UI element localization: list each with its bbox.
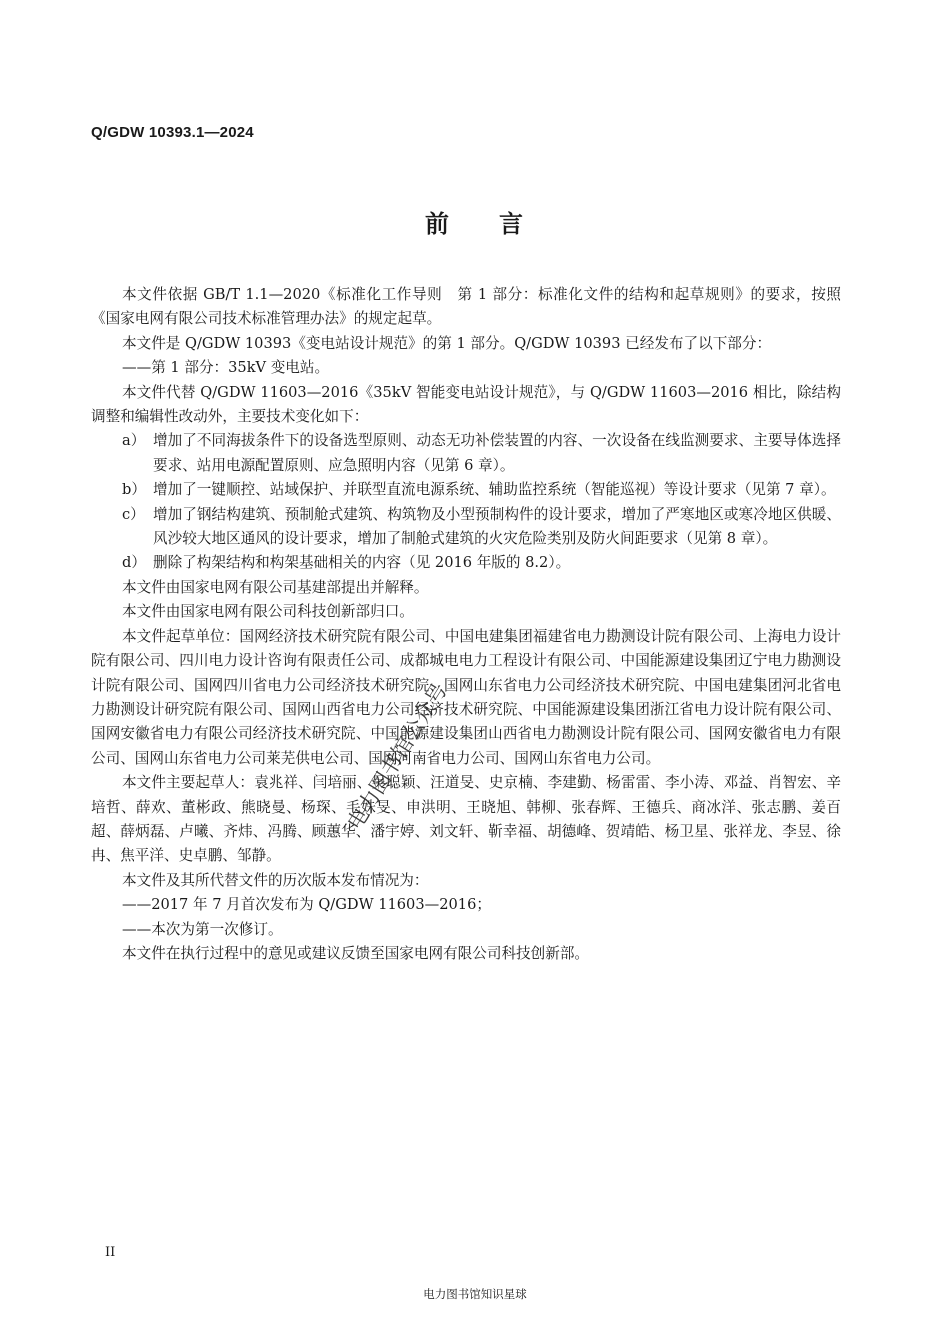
paragraph-drafting-units: 本文件起草单位：国网经济技术研究院有限公司、中国电建集团福建省电力勘测设计院有限公司、上海电力设计院有限公司、四川电力设计咨询有限责任公司、成都城电电力工程设计有限公司、中国能源建设集团辽宁电力勘测设计院有限公司、国网四川省电力公司经济技术研究院、国网山东省电力公司经济技术研究院、中国电建集团河北省电力勘测设计研究院有限公司、国网山西省电力公司经济技术研究院、中国能源建设集团浙江省电力设计院有限公司、国网安徽省电力有限公司经济技术研究院、中国能源建设集团山西省电力勘测设计院有限公司、国网安徽省电力有限公司、国网山东省电力公司莱芜供电公司、国网河南省电力公司、国网山东省电力公司。 [91, 627, 841, 767]
list-item-text: 增加了钢结构建筑、预制舱式建筑、构筑物及小型预制构件的设计要求，增加了严寒地区或寒冷地区供暖、风沙较大地区通风的设计要求，增加了制舱式建筑的火灾危险类别及防火间距要求（见第 8 章）。 [153, 505, 841, 548]
paragraph-feedback: 本文件在执行过程中的意见或建议反馈至国家电网有限公司科技创新部。 [122, 944, 590, 962]
list-marker: a） [122, 432, 146, 450]
list-marker: d） [122, 554, 146, 572]
paragraph-history-2: ——本次为第一次修订。 [122, 920, 283, 938]
paragraph-part-info: 本文件是 Q/GDW 10393《变电站设计规范》的第 1 部分。Q/GDW 10393 已经发布了以下部分： [122, 334, 772, 352]
list-item-text: 增加了不同海拔条件下的设备选型原则、动态无功补偿装置的内容、一次设备在线监测要求、主要导体选择要求、站用电源配置原则、应急照明内容（见第 6 章）。 [153, 432, 841, 474]
page-title [0, 204, 950, 239]
document-code: Q/GDW 10393.1—2024 [91, 124, 254, 141]
list-item [91, 429, 841, 478]
page-number: II [105, 1245, 116, 1260]
list-item-text: 删除了构架结构和构架基础相关的内容（见 2016 年版的 8.2）。 [153, 554, 571, 572]
list-item [91, 551, 841, 575]
paragraph-replaces: 本文件代替 Q/GDW 11603—2016《35kV 智能变电站设计规范》，与 Q/GDW 11603—2016 相比，除结构调整和编辑性改动外，主要技术变化如下： [91, 383, 841, 426]
paragraph-drafters: 本文件主要起草人：袁兆祥、闫培丽、吴聪颖、汪道旻、史京楠、李建勤、杨雷雷、李小涛、邓益、肖智宏、辛培哲、薛欢、董彬政、熊晓曼、杨琛、毛姝旻、申洪明、王晓旭、韩柳、张春辉、王德兵、商冰洋、张志鹏、姜百超、薛炳磊、卢曦、齐炜、冯腾、顾蕙华、潘宇婷、刘文轩、靳幸福、胡德峰、贺靖皓、杨卫星、张祥龙、李昱、徐冉、焦平洋、史卓鹏、邹静。 [91, 774, 841, 865]
list-marker: c） [122, 505, 145, 523]
list-item [91, 478, 841, 502]
list-marker: b） [122, 481, 146, 499]
title-char-2: 言 [499, 210, 525, 238]
title-char-1: 前 [425, 210, 451, 238]
footer-text: 电力图书馆知识星球 [423, 1287, 527, 1301]
paragraph-part-list: ——第 1 部分：35kV 变电站。 [122, 359, 330, 377]
paragraph-history-intro: 本文件及其所代替文件的历次版本发布情况为： [122, 871, 429, 889]
list-item [91, 503, 841, 552]
paragraph-basis: 本文件依据 GB/T 1.1—2020《标准化工作导则 第 1 部分：标准化文件的结构和起草规则》的要求，按照《国家电网有限公司技术标准管理办法》的规定起草。 [91, 286, 841, 328]
paragraph-centralized: 本文件由国家电网有限公司科技创新部归口。 [122, 603, 414, 621]
list-item-text: 增加了一键顺控、站域保护、并联型直流电源系统、辅助监控系统（智能巡视）等设计要求（见第 7 章）。 [153, 481, 836, 499]
watermark-text: 电力图书馆公众号 [342, 678, 453, 834]
paragraph-proposer: 本文件由国家电网有限公司基建部提出并解释。 [122, 578, 429, 596]
foreword-body [91, 283, 841, 966]
paragraph-history-1: ——2017 年 7 月首次发布为 Q/GDW 11603—2016； [122, 896, 491, 914]
